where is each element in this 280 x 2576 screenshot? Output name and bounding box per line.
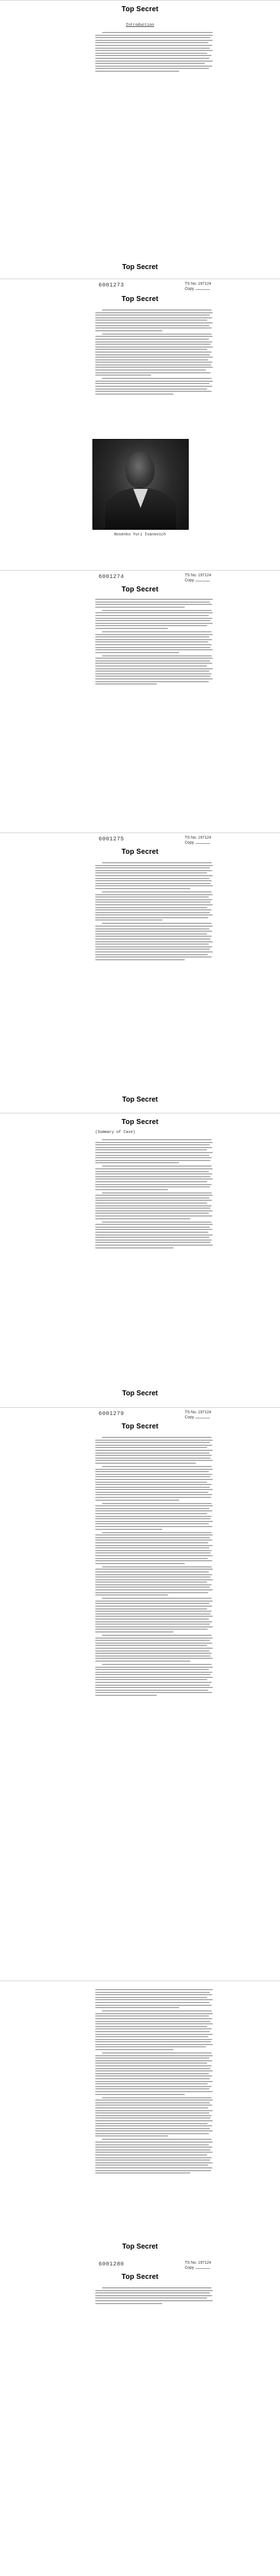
classification-footer: Top Secret [122, 2242, 158, 2250]
classification-header: Top Secret [122, 2273, 158, 2281]
document-page-7 [0, 1981, 280, 2576]
classification-header: Top Secret [122, 295, 158, 303]
body-text [95, 309, 213, 396]
classification-header: Top Secret [122, 848, 158, 855]
section-title: Introduction [125, 23, 155, 27]
classification-header: Top Secret [122, 585, 158, 593]
classification-header: Top Secret [122, 1118, 158, 1126]
document-number: 6001275 [99, 836, 124, 843]
body-text [95, 1139, 213, 1250]
body-text [95, 1437, 213, 1698]
document-page-4 [0, 833, 280, 1113]
document-page-5 [0, 1113, 280, 1408]
ts-control-block: TS No. 197124 Copy [185, 1410, 212, 1419]
body-text [95, 1989, 213, 2175]
document-number: 6001273 [99, 283, 124, 289]
ts-control-block: TS No. 197124 Copy [185, 836, 212, 845]
body-text [95, 2287, 213, 2305]
body-text [95, 32, 213, 73]
classification-footer: Top Secret [122, 263, 158, 271]
document-number: 6001280 [99, 2261, 124, 2268]
document-page-3 [0, 570, 280, 833]
body-text [95, 862, 213, 961]
classification-footer: Top Secret [122, 1389, 158, 1397]
classification-header: Top Secret [122, 1422, 158, 1430]
classification-footer: Top Secret [122, 1095, 158, 1103]
section-subheading: (Summary of Case) [95, 1130, 136, 1135]
document-page-2 [0, 279, 280, 571]
ts-control-block: TS No. 197124 Copy [185, 574, 212, 582]
ts-control-block: TS No. 197124 Copy [185, 2261, 212, 2270]
classification-header: Top Secret [122, 5, 158, 13]
document-page-6 [0, 1407, 280, 1981]
document-number: 6001274 [99, 574, 124, 580]
document-number: 6001279 [99, 1411, 124, 1417]
subject-photograph [92, 439, 189, 530]
document-page-1 [0, 0, 280, 279]
ts-control-block: TS No. 197124 Copy [185, 282, 212, 291]
body-text [95, 599, 213, 686]
photo-caption: Nosenko Yuri Ivanovich [114, 533, 166, 537]
